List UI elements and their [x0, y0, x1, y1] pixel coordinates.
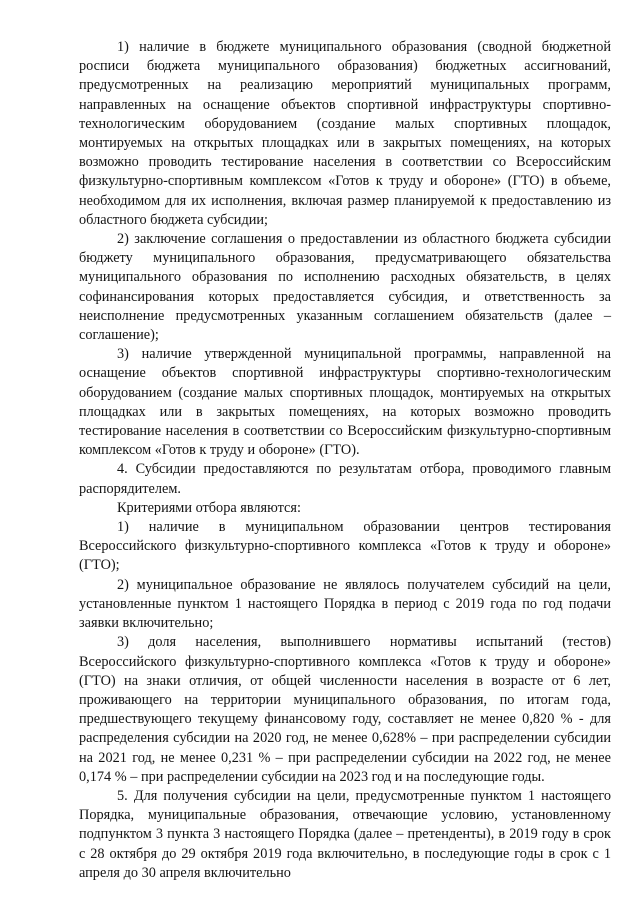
paragraph-criteria-heading: Критериями отбора являются: [117, 499, 301, 516]
paragraph-budget-allocation: 1) наличие в бюджете муниципального образования (сводной бюджетной росписи бюджета муниципального образования) бюджетных ассигнований, предусмотренных на реализацию мероприятий муниципальных программ, направленных на оснащение объектов спортивной инфраструктуры спортивно-технологическим оборудованием (создание малых спортивных площадок, монтируемых на открытых площадках или в закрытых помещениях, на которых возможно проводить тестирование населения в соответствии со Всероссийским физкультурно-спортивным комплексом «Готов к труду и обороне» (ГТО) в объеме, необходимом для их исполнения, включая размер планируемой к предоставлению из областного бюджета субсидии; [79, 39, 611, 228]
paragraph-criterion-no-prior-subsidy: 2) муниципальное образование не являлось получателем субсидий на цели, установленные пунктом 1 настоящего Порядка в период с 2019 года по год подачи заявки включительно; [79, 576, 611, 632]
paragraph-criterion-testing-centers: 1) наличие в муниципальном образовании центров тестирования Всероссийского физкультурно-спортивного комплекса «Готов к труду и обороне» (ГТО); [79, 519, 611, 574]
paragraph-municipal-program: 3) наличие утвержденной муниципальной программы, направленной на оснащение объектов спортивной инфраструктуры спортивно-технологическим оборудованием (создание малых спортивных площадок, монтируемых на открытых площадках или в закрытых помещениях, на которых возможно проводить тестирование населения в соответствии со Всероссийским физкультурно-спортивным комплексом «Готов к труду и обороне» (ГТО). [79, 346, 611, 459]
paragraph-application-deadlines: 5. Для получения субсидии на цели, предусмотренные пунктом 1 настоящего Порядка, муниципальные образования, отвечающие условию, установленному подпунктом 3 пункта 3 настоящего Порядка (далее – претенденты), в 2019 году в срок с 28 октября до 29 октября 2019 года включительно, в последующие годы в срок с 1 апреля до 30 апреля включительно [79, 787, 611, 881]
paragraph-selection: 4. Субсидии предоставляются по результатам отбора, проводимого главным распорядителем. [79, 461, 611, 497]
paragraph-agreement: 2) заключение соглашения о предоставлении из областного бюджета субсидии бюджету муниципального образования, предусматривающего обязательства муниципального образования по исполнению расходных обязательств, в целях софинансирования которых предоставляется субсидия, и ответственность за неисполнение предусмотренных указанным соглашением обязательств (далее – соглашение); [79, 231, 611, 344]
paragraph-criterion-population-share: 3) доля населения, выполнившего нормативы испытаний (тестов) Всероссийского физкультурно-спортивного комплекса «Готов к труду и обороне» (ГТО) на знаки отличия, от общей численности населения в возрасте от 6 лет, проживающего на территории муниципального образования, по итогам года, предшествующего текущему финансовому году, составляет не менее 0,820 % - для распределения субсидии на 2020 год, не менее 0,628% – при распределении субсидии на 2021 год, не менее 0,231 % – при распределении субсидии на 2022 год, не менее 0,174 % – при распределении субсидии на 2023 год и на последующие годы. [79, 634, 611, 785]
document-body [79, 38, 611, 883]
